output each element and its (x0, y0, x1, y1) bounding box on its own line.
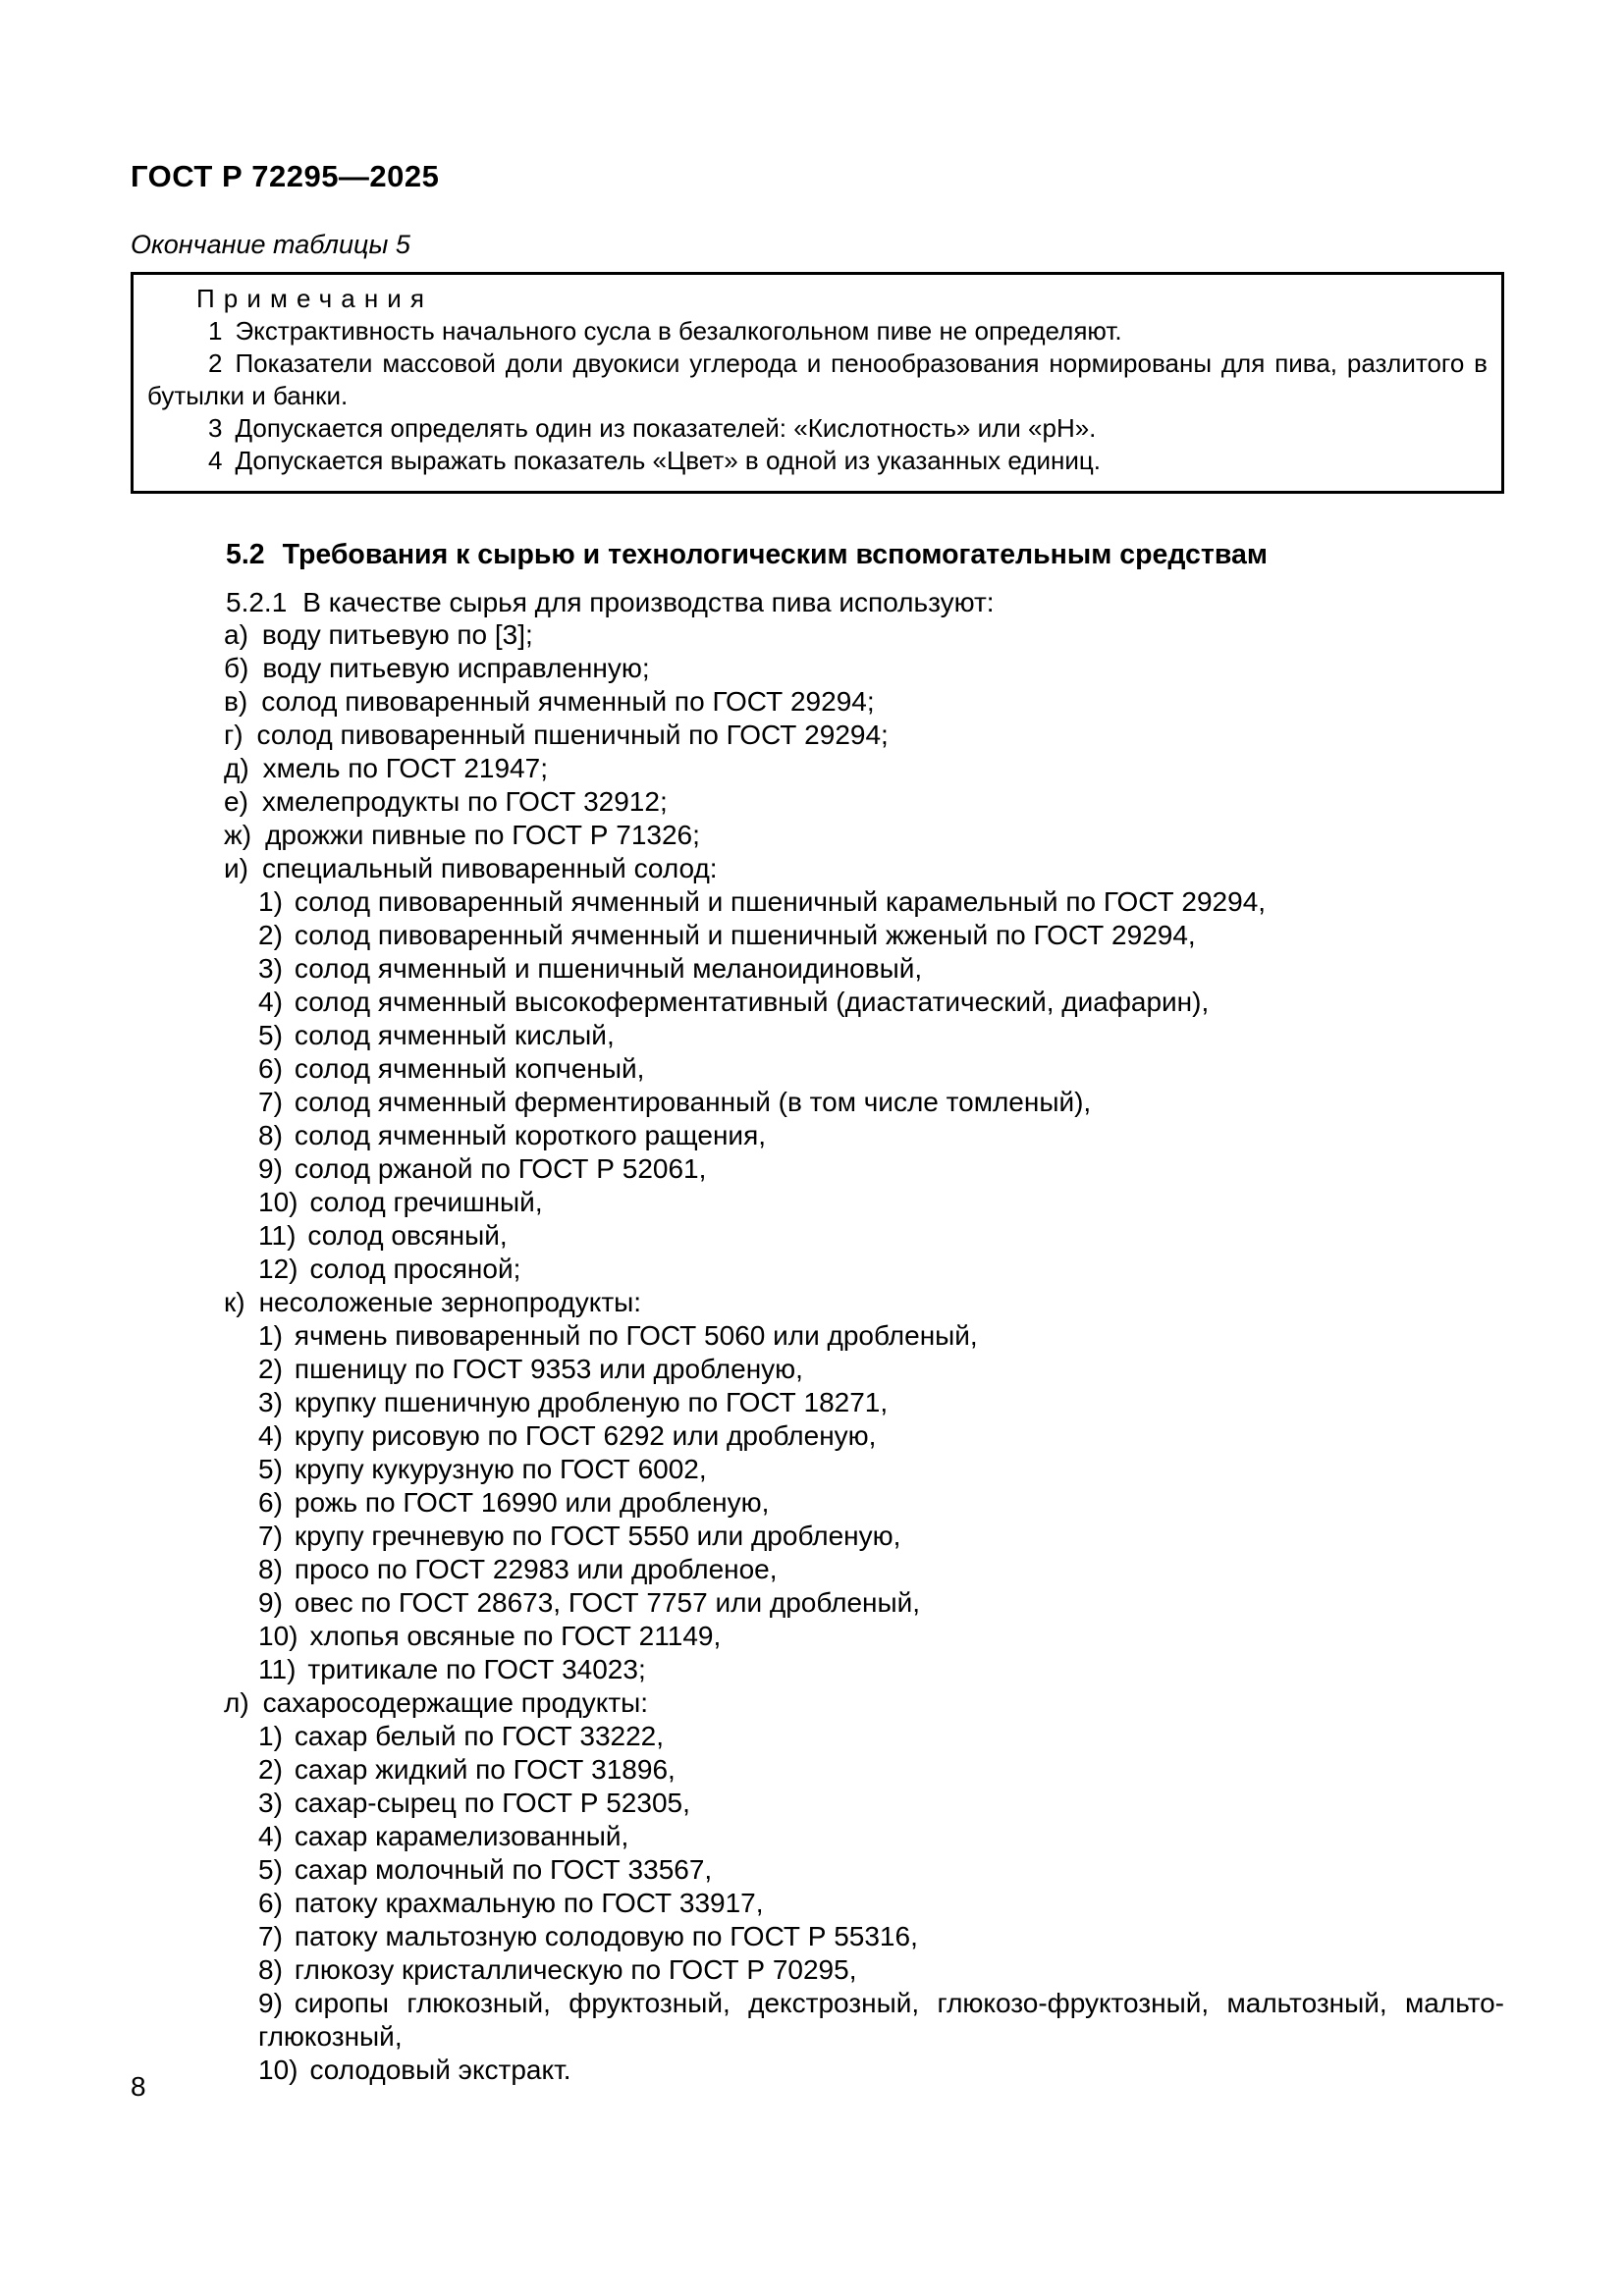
list-item-text: сахаросодержащие продукты: (262, 1687, 649, 1718)
table-notes-box (131, 272, 1504, 494)
list-subitem-text: патоку мальтозную солодовую по ГОСТ Р 55316, (294, 1921, 918, 1951)
list-subitem-text: солод ячменный ферментированный (в том числе томленый), (294, 1087, 1092, 1117)
list-item-label: л) (224, 1687, 249, 1718)
list-item-text: хмель по ГОСТ 21947; (262, 753, 548, 783)
list-subitem (131, 1720, 1504, 1753)
list-subitem-label: 2) (258, 920, 283, 950)
note-item-text: Допускается выражать показатель «Цвет» в одной из указанных единиц. (235, 446, 1101, 475)
list-item (131, 819, 1504, 852)
list-subitem-text: хлопья овсяные по ГОСТ 21149, (309, 1621, 722, 1651)
list-subitem-label: 6) (258, 1888, 283, 1918)
list-subitem-label: 2) (258, 1354, 283, 1384)
list-subitem-text: солод овсяный, (307, 1220, 508, 1251)
list-subitem (131, 1119, 1504, 1152)
list-item-text: воду питьевую по [3]; (261, 619, 533, 650)
list-subitem-label: 5) (258, 1854, 283, 1885)
list-subitem-label: 1) (258, 1721, 283, 1751)
list-subitem (131, 1219, 1504, 1253)
list-item-text: солод пивоваренный ячменный по ГОСТ 29294; (261, 686, 875, 717)
list-item (131, 1686, 1504, 1720)
list-subitem-text: патоку крахмальную по ГОСТ 33917, (294, 1888, 764, 1918)
list-subitem-label: 4) (258, 987, 283, 1017)
list-subitem-label: 9) (258, 1988, 283, 2018)
list-subitem-label: 10) (258, 2055, 298, 2085)
list-item (131, 785, 1504, 819)
note-item (147, 445, 1488, 477)
list-subitem-text: сахар белый по ГОСТ 33222, (294, 1721, 665, 1751)
list-subitem-text: солод гречишный, (309, 1187, 543, 1217)
list-subitem (131, 1920, 1504, 1953)
list-subitem (131, 1486, 1504, 1520)
list-subitem-label: 11) (258, 1654, 297, 1684)
list-subitem-label: 6) (258, 1053, 283, 1084)
list-subitem-label: 4) (258, 1821, 283, 1851)
list-subitem (131, 1987, 1504, 2054)
list-subitem-text: солод ячменный кислый, (294, 1020, 615, 1050)
note-item-label: 2 (208, 348, 223, 378)
list-subitem-label: 8) (258, 1554, 283, 1584)
list-subitem-text: ячмень пивоваренный по ГОСТ 5060 или дробленый, (294, 1320, 978, 1351)
note-item (147, 412, 1488, 445)
section-intro-text: В качестве сырья для производства пива используют: (302, 587, 995, 617)
list-subitem (131, 1253, 1504, 1286)
list-item-label: в) (224, 686, 248, 717)
list-subitem-text: солод просяной; (309, 1254, 521, 1284)
list-item-label: г) (224, 720, 244, 750)
list-subitem-text: сахар жидкий по ГОСТ 31896, (294, 1754, 676, 1785)
list-item-text: хмелепродукты по ГОСТ 32912; (261, 786, 668, 817)
list-subitem (131, 1419, 1504, 1453)
list-item (131, 652, 1504, 685)
list-subitem (131, 1453, 1504, 1486)
list-item-text: дрожжи пивные по ГОСТ Р 71326; (265, 820, 700, 850)
notes-title: Примечания (196, 284, 434, 313)
list-subitem (131, 1753, 1504, 1787)
list-subitem (131, 919, 1504, 952)
list-item-text: несоложеные зернопродукты: (258, 1287, 642, 1317)
list-subitem-label: 8) (258, 1954, 283, 1985)
table-continuation-caption: Окончание таблицы 5 (131, 230, 410, 259)
note-item (147, 347, 1488, 412)
list-subitem-text: просо по ГОСТ 22983 или дробленое, (294, 1554, 778, 1584)
list-subitem-label: 1) (258, 886, 283, 917)
section-heading-number: 5.2 (226, 539, 265, 570)
list-subitem (131, 1086, 1504, 1119)
list-subitem-text: сахар-сырец по ГОСТ Р 52305, (294, 1788, 690, 1818)
list-item-label: д) (224, 753, 249, 783)
list-subitem (131, 1620, 1504, 1653)
note-item-text: Экстрактивность начального сусла в безалкогольном пиве не определяют. (235, 316, 1122, 346)
list-subitem-label: 3) (258, 953, 283, 984)
list-item-text: солод пивоваренный пшеничный по ГОСТ 29294; (256, 720, 889, 750)
note-item (147, 315, 1488, 347)
list-subitem (131, 1386, 1504, 1419)
materials-list (131, 618, 1504, 2087)
list-item (131, 852, 1504, 885)
note-item-text: Допускается определять один из показателей: «Кислотность» или «pH». (235, 413, 1097, 443)
list-item-text: специальный пивоваренный солод: (261, 853, 718, 883)
list-item-text: воду питьевую исправленную; (262, 653, 650, 683)
list-item (131, 1286, 1504, 1319)
list-subitem-label: 8) (258, 1120, 283, 1150)
list-item-label: е) (224, 786, 248, 817)
list-subitem-text: солод ячменный и пшеничный меланоидиновый, (294, 953, 923, 984)
list-item-label: ж) (224, 820, 252, 850)
list-subitem-text: пшеницу по ГОСТ 9353 или дробленую, (294, 1354, 803, 1384)
list-subitem-label: 3) (258, 1788, 283, 1818)
list-subitem-label: 7) (258, 1521, 283, 1551)
list-subitem-text: глюкозу кристаллическую по ГОСТ Р 70295, (294, 1954, 857, 1985)
list-subitem (131, 1887, 1504, 1920)
notes-list (147, 315, 1488, 477)
document-title: ГОСТ Р 72295—2025 (131, 159, 440, 193)
list-subitem-label: 12) (258, 1254, 298, 1284)
list-subitem (131, 1019, 1504, 1052)
list-subitem-label: 9) (258, 1153, 283, 1184)
list-subitem (131, 1353, 1504, 1386)
list-subitem-label: 10) (258, 1621, 298, 1651)
list-subitem-label: 3) (258, 1387, 283, 1417)
list-subitem-text: сахар карамелизованный, (294, 1821, 629, 1851)
note-item-text: Показатели массовой доли двуокиси углерода и пенообразования нормированы для пива, разлитого в бутылки и банки. (147, 348, 1488, 410)
list-subitem (131, 986, 1504, 1019)
list-subitem-text: солод пивоваренный ячменный и пшеничный карамельный по ГОСТ 29294, (294, 886, 1267, 917)
list-subitem-text: крупу рисовую по ГОСТ 6292 или дробленую, (294, 1420, 877, 1451)
list-subitem-label: 7) (258, 1087, 283, 1117)
list-subitem (131, 1586, 1504, 1620)
list-subitem-text: сиропы глюкозный, фруктозный, декстрозный, глюкозо-фруктозный, мальтозный, мальто-глюкозный, (258, 1988, 1504, 2052)
list-item-label: к) (224, 1287, 245, 1317)
list-subitem-label: 11) (258, 1220, 297, 1251)
list-subitem-label: 5) (258, 1020, 283, 1050)
note-item-label: 1 (208, 316, 223, 346)
list-subitem (131, 1820, 1504, 1853)
list-subitem-text: солод ячменный короткого ращения, (294, 1120, 767, 1150)
list-subitem (131, 885, 1504, 919)
list-subitem (131, 1853, 1504, 1887)
list-subitem (131, 1319, 1504, 1353)
section-heading (131, 539, 1504, 571)
list-item (131, 752, 1504, 785)
page-number: 8 (131, 2071, 146, 2102)
list-subitem (131, 1520, 1504, 1553)
list-subitem-label: 4) (258, 1420, 283, 1451)
list-subitem-label: 9) (258, 1587, 283, 1618)
list-subitem-text: рожь по ГОСТ 16990 или дробленую, (294, 1487, 770, 1518)
list-subitem-text: крупу гречневую по ГОСТ 5550 или дробленую, (294, 1521, 901, 1551)
list-subitem-text: солодовый экстракт. (309, 2055, 571, 2085)
list-item (131, 719, 1504, 752)
section-intro-number: 5.2.1 (226, 587, 288, 617)
list-subitem-label: 7) (258, 1921, 283, 1951)
list-subitem (131, 1553, 1504, 1586)
list-subitem-label: 1) (258, 1320, 283, 1351)
list-subitem-text: солод пивоваренный ячменный и пшеничный жженый по ГОСТ 29294, (294, 920, 1196, 950)
note-item-label: 3 (208, 413, 223, 443)
section-heading-text: Требования к сырью и технологическим вспомогательным средствам (282, 539, 1268, 570)
list-subitem-label: 5) (258, 1454, 283, 1484)
note-item-label: 4 (208, 446, 223, 475)
list-item-label: и) (224, 853, 248, 883)
list-item (131, 685, 1504, 719)
list-subitem (131, 1953, 1504, 1987)
section-intro-paragraph (131, 587, 1504, 618)
list-subitem (131, 1787, 1504, 1820)
list-item-label: б) (224, 653, 249, 683)
list-subitem (131, 1653, 1504, 1686)
list-subitem (131, 1052, 1504, 1086)
list-subitem-text: солод ячменный высокоферментативный (диастатический, диафарин), (294, 987, 1210, 1017)
list-subitem-text: сахар молочный по ГОСТ 33567, (294, 1854, 713, 1885)
list-subitem-text: тритикале по ГОСТ 34023; (307, 1654, 646, 1684)
list-subitem-text: крупу кукурузную по ГОСТ 6002, (294, 1454, 707, 1484)
list-subitem-text: крупку пшеничную дробленую по ГОСТ 18271, (294, 1387, 889, 1417)
list-subitem-label: 6) (258, 1487, 283, 1518)
list-subitem-label: 10) (258, 1187, 298, 1217)
list-item (131, 618, 1504, 652)
list-subitem (131, 2054, 1504, 2087)
list-subitem-text: солод ржаной по ГОСТ Р 52061, (294, 1153, 707, 1184)
list-subitem-text: овес по ГОСТ 28673, ГОСТ 7757 или дробленый, (294, 1587, 921, 1618)
list-subitem (131, 1186, 1504, 1219)
list-item-label: а) (224, 619, 248, 650)
list-subitem (131, 1152, 1504, 1186)
list-subitem-text: солод ячменный копченый, (294, 1053, 645, 1084)
list-subitem (131, 952, 1504, 986)
list-subitem-label: 2) (258, 1754, 283, 1785)
